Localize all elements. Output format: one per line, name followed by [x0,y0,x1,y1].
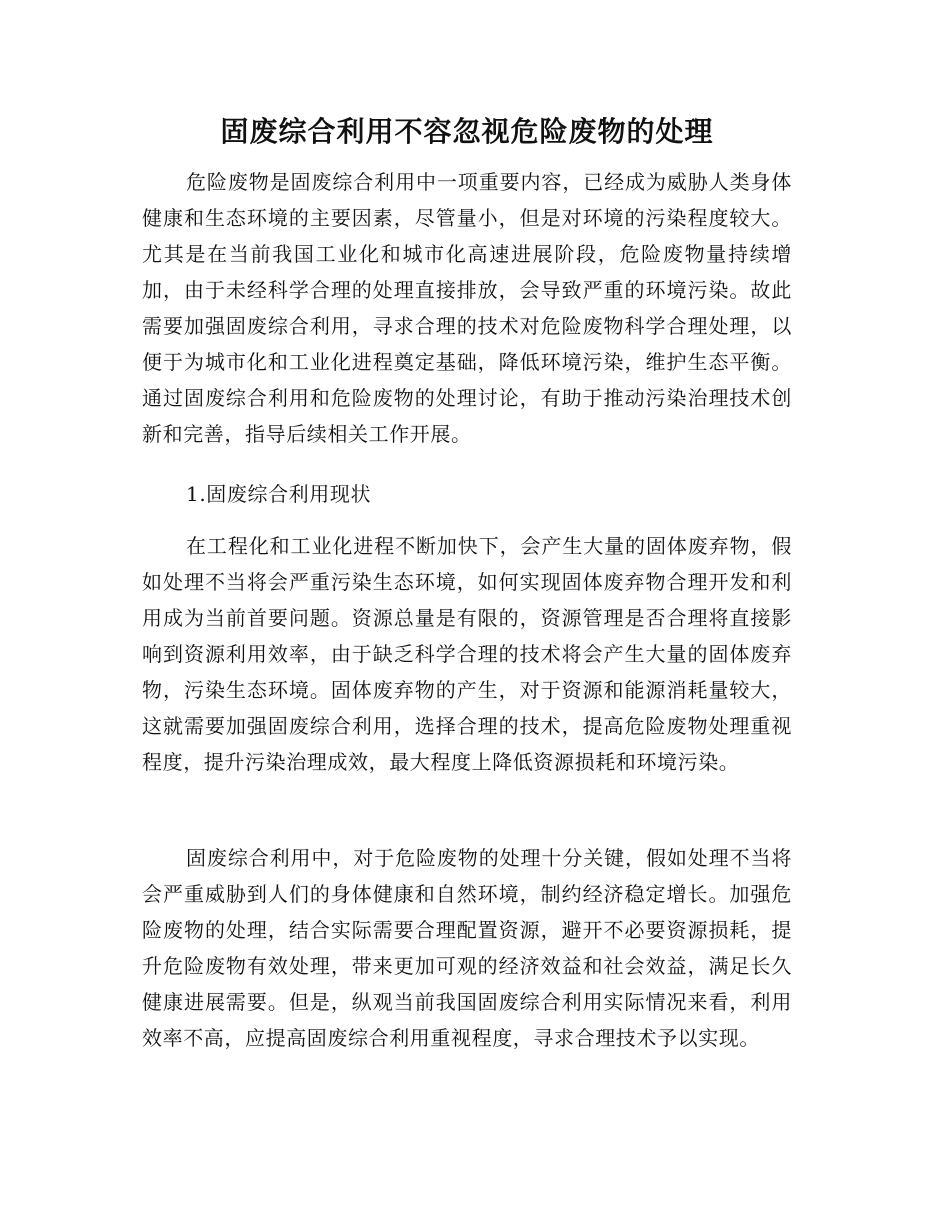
section-paragraph-2: 固废综合利用中，对于危险废物的处理十分关键，假如处理不当将会严重威胁到人们的身体健康和自然环境，制约经济稳定增长。加强危险废物的处理，结合实际需要合理配置资源，避开不必要资源损耗，提升危险废物有效处理，带来更加可观的经济效益和社会效益，满足长久健康进展需要。但是，纵观当前我国固废综合利用实际情况来看，利用效率不高，应提高固废综合利用重视程度，寻求合理技术予以实现。 [142,846,792,1050]
document-title: 固废综合利用不容忽视危险废物的处理 [220,115,714,148]
intro-paragraph: 危险废物是固废综合利用中一项重要内容，已经成为威胁人类身体健康和生态环境的主要因素，尽管量小，但是对环境的污染程度较大。尤其是在当前我国工业化和城市化高速进展阶段，危险废物量持续增加，由于未经科学合理的处理直接排放，会导致严重的环境污染。故此需要加强固废综合利用，寻求合理的技术对危险废物科学合理处理，以便于为城市化和工业化进程奠定基础，降低环境污染，维护生态平衡。通过固废综合利用和危险废物的处理讨论，有助于推动污染治理技术创新和完善，指导后续相关工作开展。 [142,170,792,446]
section-heading: 1.固废综合利用现状 [186,482,372,506]
section-paragraph-1: 在工程化和工业化进程不断加快下，会产生大量的固体废弃物，假如处理不当将会严重污染生态环境，如何实现固体废弃物合理开发和利用成为当前首要问题。资源总量是有限的，资源管理是否合理将直接影响到资源利用效率，由于缺乏科学合理的技术将会产生大量的固体废弃物，污染生态环境。固体废弃物的产生，对于资源和能源消耗量较大，这就需要加强固废综合利用，选择合理的技术，提高危险废物处理重视程度，提升污染治理成效，最大程度上降低资源损耗和环境污染。 [142,534,792,774]
